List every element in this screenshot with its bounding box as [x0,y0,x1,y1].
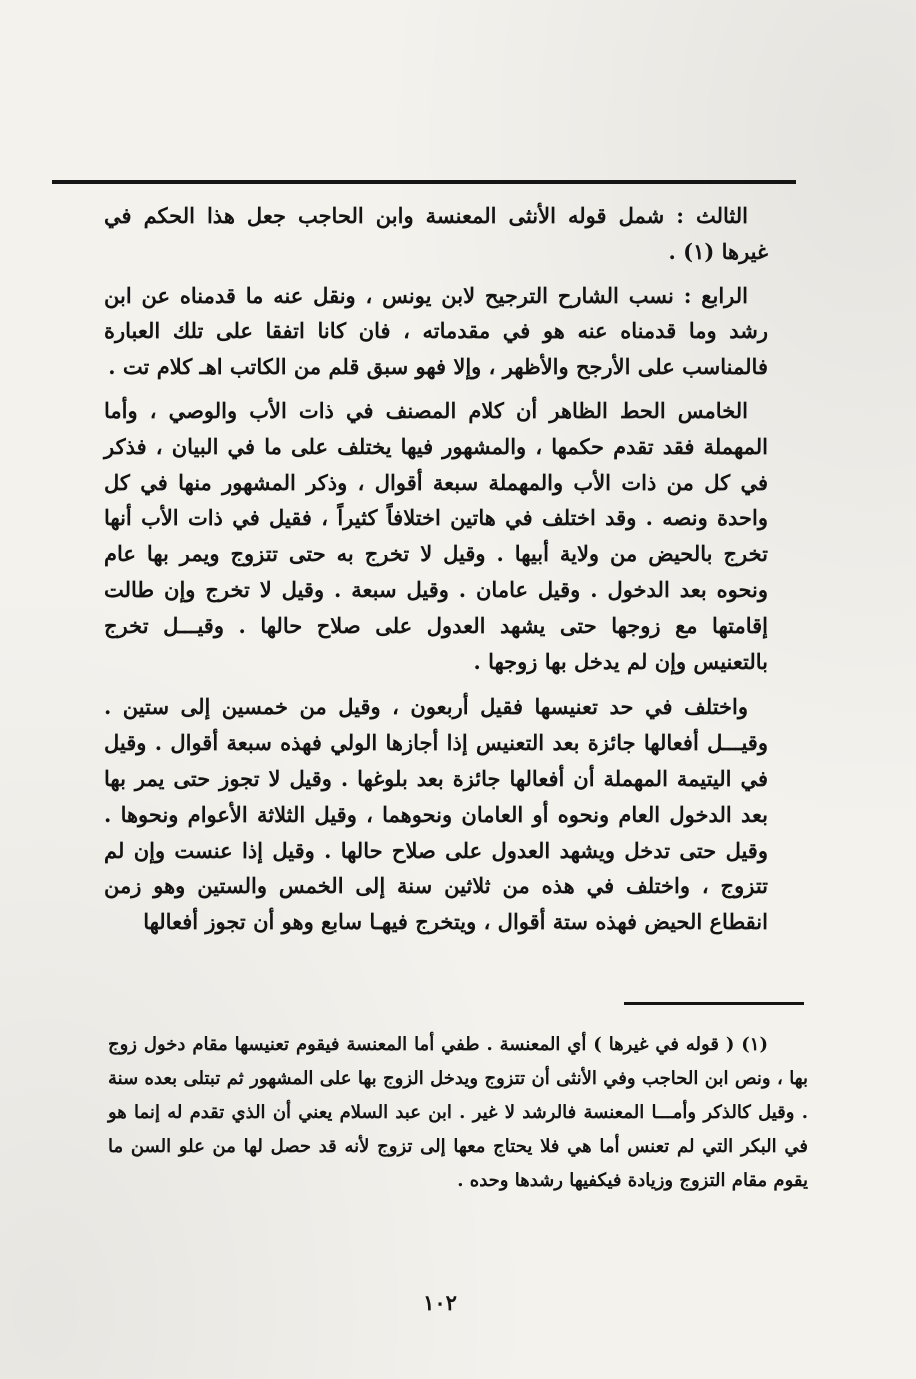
paragraph-fourth-note: الرابع : نسب الشارح الترجيح لابن يونس ، ونقل عنه ما قدمناه عن ابن رشد وما قدمناه عنه هو في مقدماته ، فان كانا اتفقا على تلك العبارة فالمناسب على الأرجح والأظهر ، وإلا فهو سبق قلم من الكاتب اهـ كلام تت . [104,282,768,380]
paragraph-third-note: الثالث : شمل قوله الأنثى المعنسة وابن الحاجب جعل هذا الحكم في غيرها (١) . [104,203,768,264]
main-text [104,198,768,940]
top-rule [52,180,796,184]
footnotes [108,1028,808,1198]
paragraph-taanis-definition: واختلف في حد تعنيسها فقيل أربعون ، وقيل من خمسين إلى ستين . وقيـــل أفعالها جائزة بعد التعنيس إذا أجازها الولي فهذه سبعة أقوال . وقيل في اليتيمة المهملة أن أفعالها جائزة بعد بلوغها . وقيل لا تجوز حتى يمر بها بعد الدخول العام ونحوه أو العامان ونحوهما ، وقيل الثلاثة الأعوام ونحوها . وقيل حتى تدخل ويشهد العدول على صلاح حالها . وقيل إذا عنست وإن لم تتزوج ، واختلف في هذه من ثلاثين سنة إلى الخمس والستين وهو زمن انقطاع الحيض فهذه ستة أقوال ، ويتخرج فيهـا سابع وهو أن تجوز أفعالها [104,694,768,935]
footnote-rule [624,1002,804,1005]
page-number: ١٠٢ [423,1290,457,1315]
footnote-1: (١) ( قوله في غيرها ) أي المعنسة . طفي أما المعنسة فيقوم تعنيسها مقام دخول زوج بها ، ونص ابن الحاجب وفي الأنثى أن تتزوج ويدخل الزوج بها على المشهور ثم تبتلى بعده سنة . وقيل كالذكر وأمـــا المعنسة فالرشد لا غير . ابن عبد السلام يعني أن الذي تقدم له إنما هو في البكر التي لم تعنس أما هي فلا يحتاج معها إلى تزوج لأنه قد حصل لها من علو السن ما يقوم مقام التزوج وزيادة فيكفيها رشدها وحده . [108,1034,808,1191]
paragraph-fifth-note: الخامس الحط الظاهر أن كلام المصنف في ذات الأب والوصي ، وأما المهملة فقد تقدم حكمها ، والمشهور فيها يختلف على ما في البيان ، فذكر في كل من ذات الأب والمهملة سبعة أقوال ، وذكر المشهور منها في كل واحدة ونصه . وقد اختلف في هاتين اختلافاً كثيراً ، فقيل في ذات الأب أنها تخرج بالحيض من ولاية أبيها . وقيل لا تخرج به حتى تتزوج ويمر بها عام ونحوه بعد الدخول . وقيل عامان . وقيل سبعة . وقيل لا تخرج وإن طالت إقامتها مع زوجها حتى يشهد العدول على صلاح حالها . وقيـــل تخرج بالتعنيس وإن لم يدخل بها زوجها . [104,397,768,674]
